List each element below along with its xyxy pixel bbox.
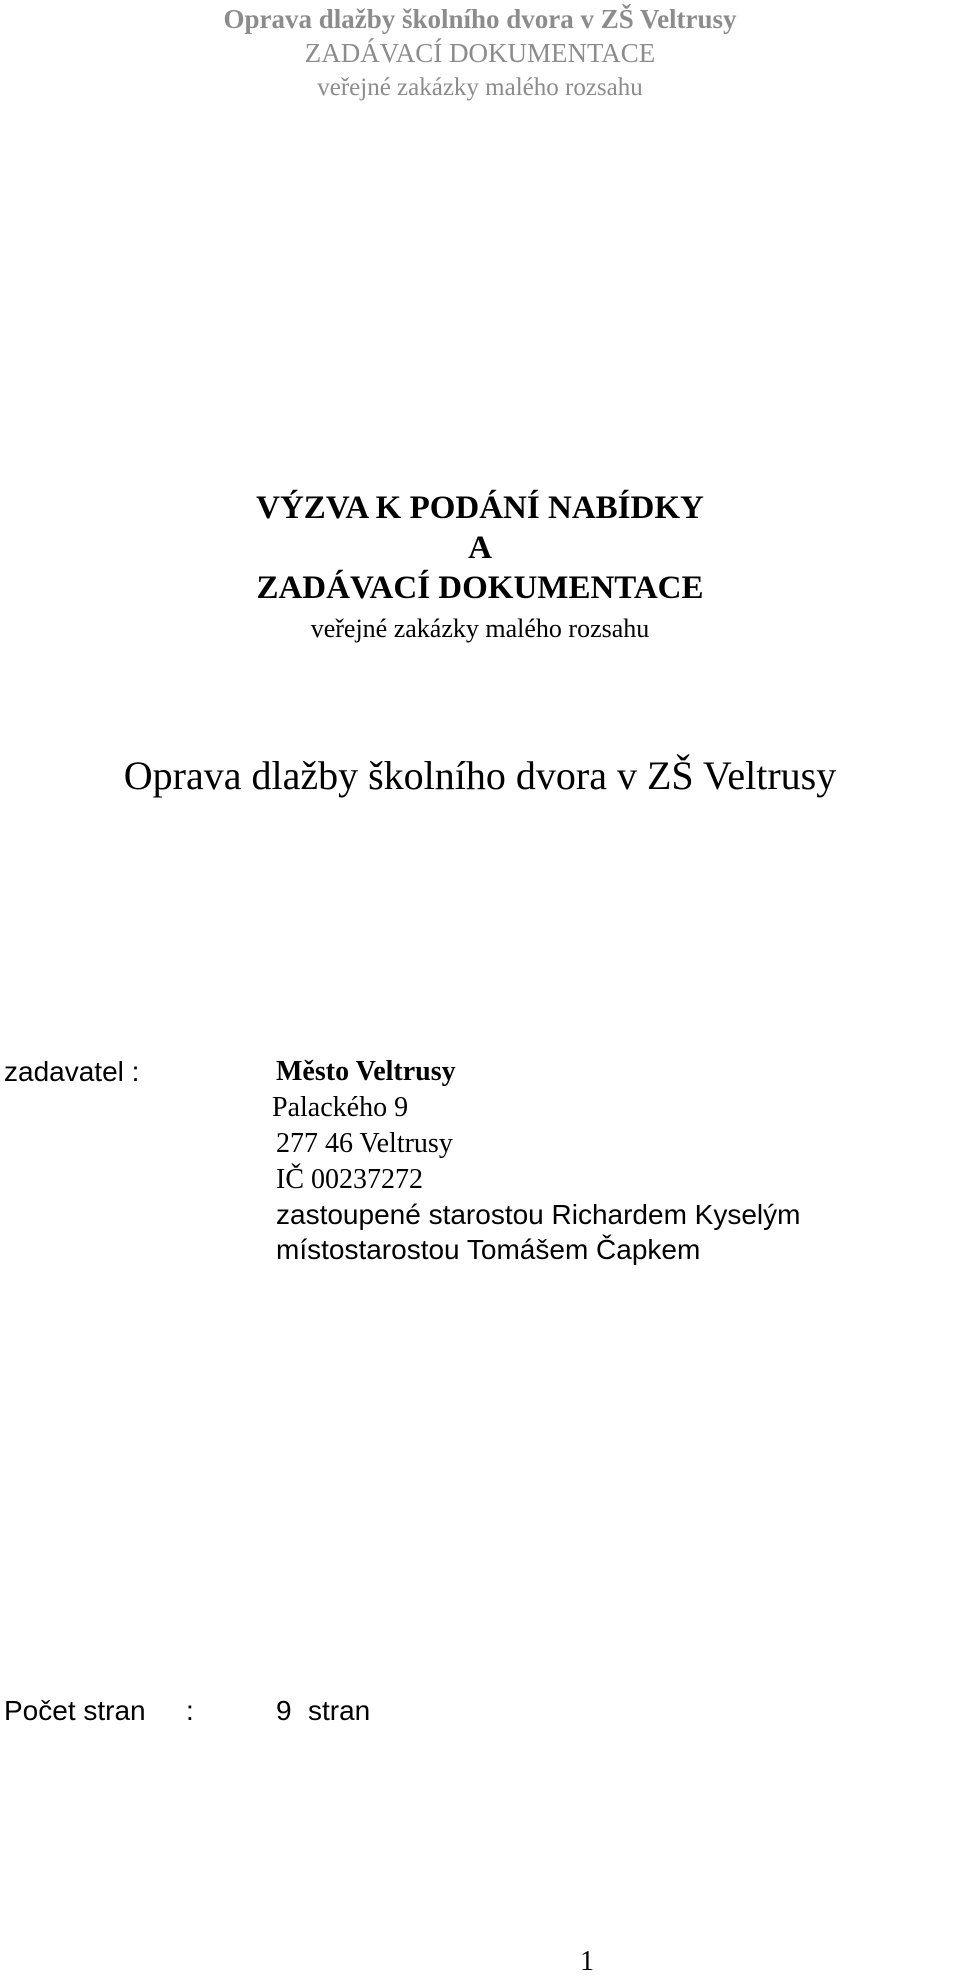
page-count-label: Počet stran [4, 1695, 146, 1726]
page-number: 1 [580, 1946, 594, 1977]
authority-name: Město Veltrusy [276, 1056, 456, 1087]
header-doc-type: ZADÁVACÍ DOKUMENTACE [304, 38, 656, 68]
title-doc-type: ZADÁVACÍ DOKUMENTACE [256, 570, 704, 606]
authority-representative-2: místostarostou Tomášem Čapkem [276, 1234, 701, 1265]
page-count-unit: stran [308, 1695, 371, 1726]
authority-representative-1: zastoupené starostou Richardem Kyselým [276, 1199, 801, 1230]
title-conjunction: A [468, 530, 492, 566]
page-count-number: 9 [276, 1695, 292, 1726]
title-contract-type: veřejné zakázky malého rozsahu [310, 614, 650, 643]
authority-label: zadavatel : [4, 1056, 140, 1087]
header-project-title: Oprava dlažby školního dvora v ZŠ Veltrusy [223, 4, 737, 34]
authority-ic: IČ 00237272 [276, 1164, 423, 1195]
authority-city: 277 46 Veltrusy [276, 1128, 453, 1159]
title-subject: Oprava dlažby školního dvora v ZŠ Veltrusy [123, 753, 837, 798]
authority-street: Palackého 9 [272, 1092, 409, 1123]
title-invitation: VÝZVA K PODÁNÍ NABÍDKY [256, 490, 704, 526]
header-contract-type: veřejné zakázky malého rozsahu [317, 74, 643, 101]
page-count-colon: : [186, 1695, 194, 1726]
